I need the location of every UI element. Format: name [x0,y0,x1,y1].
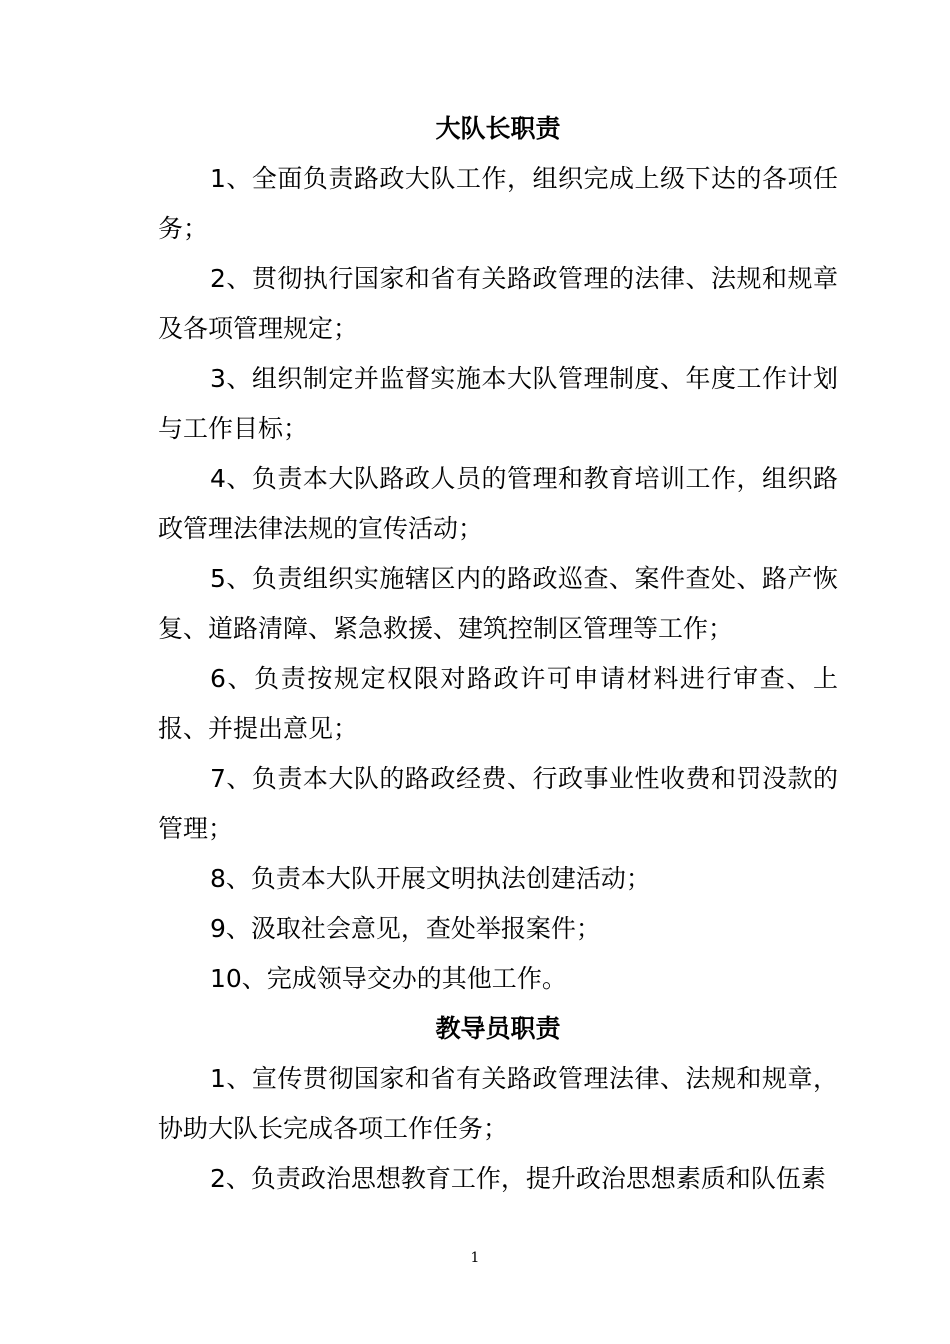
duty-item: 5、负责组织实施辖区内的路政巡查、案件查处、路产恢复、道路清障、紧急救援、建筑控制区管理等工作； [158,564,838,643]
section-title-captain: 大队长职责 [435,114,561,143]
duty-item: 6、负责按规定权限对路政许可申请材料进行审查、上报、并提出意见； [158,664,838,743]
duty-item: 3、组织制定并监督实施本大队管理制度、年度工作计划与工作目标； [158,364,838,443]
document-body [158,104,838,1204]
duty-item: 8、负责本大队开展文明执法创建活动； [210,864,651,893]
duty-item: 1、全面负责路政大队工作，组织完成上级下达的各项任务； [158,164,838,243]
duty-item: 2、贯彻执行国家和省有关路政管理的法律、法规和规章及各项管理规定； [158,264,838,343]
duty-item: 4、负责本大队路政人员的管理和教育培训工作，组织路政管理法律法规的宣传活动； [158,464,838,543]
duty-item: 2、负责政治思想教育工作，提升政治思想素质和队伍素 [210,1164,826,1193]
section-title-instructor: 教导员职责 [435,1014,561,1043]
duty-item: 1、宣传贯彻国家和省有关路政管理法律、法规和规章，协助大队长完成各项工作任务； [158,1064,838,1143]
page-number: 1 [470,1250,480,1266]
duty-item: 7、负责本大队的路政经费、行政事业性收费和罚没款的管理； [158,764,838,843]
duty-item: 10、完成领导交办的其他工作。 [210,964,567,993]
duty-item: 9、汲取社会意见，查处举报案件； [210,914,601,943]
